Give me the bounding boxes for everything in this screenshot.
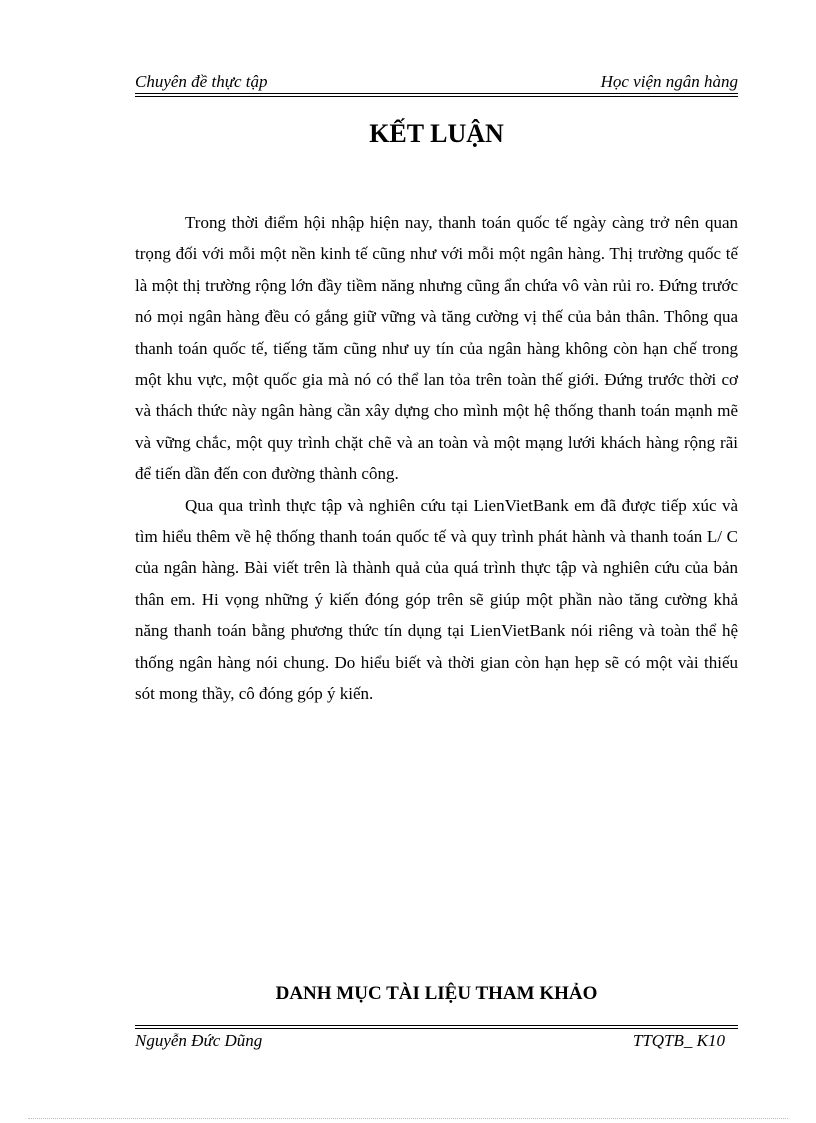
header-rule-top: [135, 93, 738, 94]
header-right-text: Học viện ngân hàng: [600, 72, 738, 91]
header-rule-bottom: [135, 96, 738, 97]
paragraph-1: Trong thời điểm hội nhập hiện nay, thanh toán quốc tế ngày càng trở nên quan trọng đối với mỗi một nền kinh tế cũng như với mỗi một ngân hàng. Thị trường quốc tế là một thị trường rộng lớn đầy tiềm năng nhưng cũng ẩn chứa vô vàn rủi ro. Đứng trước nó mọi ngân hàng đều có gắng giữ vững và tăng cường vị thế của bản thân. Thông qua thanh toán quốc tế, tiếng tăm cũng như uy tín của ngân hàng không còn hạn chế trong một khu vực, một quốc gia mà nó có thể lan tỏa trên toàn thế giới. Đứng trước thời cơ và thách thức này ngân hàng cần xây dựng cho mình một hệ thống thanh toán mạnh mẽ và vững chắc, một quy trình chặt chẽ và an toàn và một mạng lưới khách hàng rộng rãi để tiến dần đến con đường thành công.: [135, 213, 738, 484]
page-footer: [135, 1031, 725, 1051]
footer-rule-top: [135, 1025, 738, 1026]
page-header: [135, 72, 738, 92]
paragraph-2: Qua qua trình thực tập và nghiên cứu tại LienVietBank em đã được tiếp xúc và tìm hiểu thêm về hệ thống thanh toán quốc tế và quy trình phát hành và thanh toán L/ C của ngân hàng. Bài viết trên là thành quả của quá trình thực tập và nghiên cứu của bản thân em. Hi vọng những ý kiến đóng góp trên sẽ giúp một phần nào tăng cường khả năng thanh toán bằng phương thức tín dụng tại LienVietBank nói riêng và toàn thể hệ thống ngân hàng nói chung. Do hiểu biết và thời gian còn hạn hẹp sẽ có một vài thiếu sót mong thầy, cô đóng góp ý kiến.: [135, 495, 738, 704]
header-left-text: Chuyên đề thực tập: [135, 72, 268, 91]
footer-rule-bottom: [135, 1028, 738, 1029]
footer-author: Nguyễn Đức Dũng: [135, 1031, 263, 1050]
page-edge-dotted-line: [28, 1118, 788, 1119]
page-title: KẾT LUẬN: [369, 119, 504, 148]
footer-class-code: TTQTB_ K10: [632, 1031, 725, 1050]
conclusion-body: [135, 207, 738, 710]
references-heading: DANH MỤC TÀI LIỆU THAM KHẢO: [275, 983, 598, 1004]
